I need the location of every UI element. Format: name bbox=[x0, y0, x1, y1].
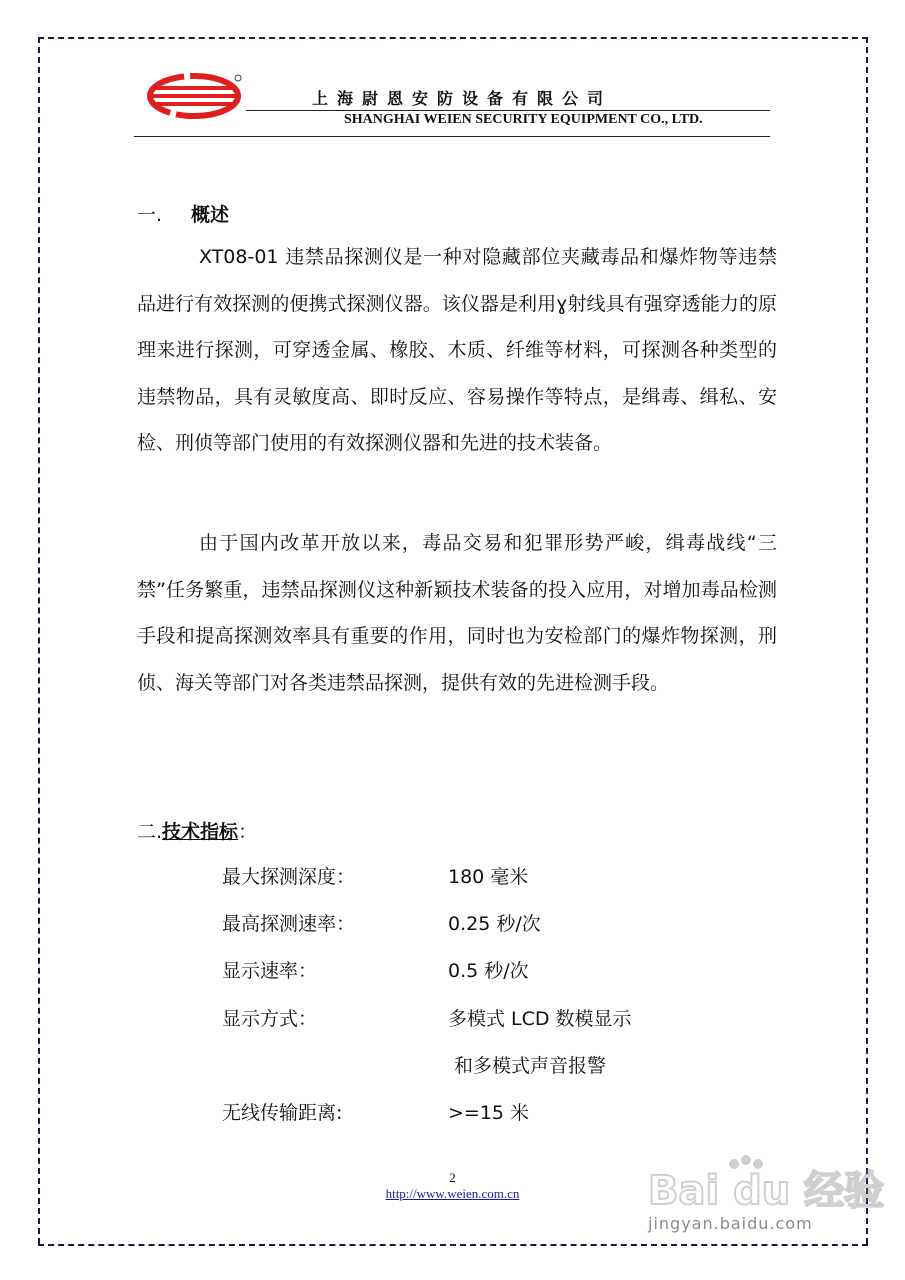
section-heading-specs bbox=[137, 817, 257, 844]
spec-label: 显示方式： bbox=[222, 1008, 318, 1030]
spec-value: 多模式 LCD 数模显示 bbox=[448, 1008, 632, 1030]
page-border-left bbox=[38, 37, 40, 1244]
header-rule-top bbox=[246, 110, 770, 111]
page-number: 2 bbox=[449, 1170, 456, 1185]
section-number: 二. bbox=[137, 821, 163, 843]
spec-value: 0.5 秒/次 bbox=[448, 960, 529, 982]
spec-value: >=15 米 bbox=[448, 1102, 530, 1124]
page-border-right bbox=[866, 37, 868, 1244]
watermark-url: jingyan.baidu.com bbox=[648, 1214, 813, 1233]
spec-value: 180 毫米 bbox=[448, 866, 529, 888]
company-name-cn: 上海尉恩安防设备有限公司 bbox=[312, 89, 613, 108]
company-name-en: SHANGHAI WEIEN SECURITY EQUIPMENT CO., LTD. bbox=[344, 112, 703, 127]
footer-link[interactable]: http://www.weien.com.cn bbox=[385, 1186, 520, 1201]
spec-label: 无线传输距离: bbox=[222, 1102, 343, 1124]
header-rule-bottom bbox=[134, 136, 770, 137]
page-border-top bbox=[38, 37, 868, 39]
watermark-brand: Bai du 经验 bbox=[648, 1168, 885, 1214]
section-number: 一. bbox=[137, 204, 163, 226]
section-title: 技术指标 bbox=[162, 821, 239, 843]
page-border-bottom bbox=[38, 1244, 868, 1246]
section-heading-overview bbox=[137, 200, 229, 227]
paragraph-intro: XT08-01 违禁品探测仪是一种对隐藏部位夹藏毒品和爆炸物等违禁品进行有效探测的便携式探测仪器。该仪器是利用ɣ射线具有强穿透能力的原理来进行探测，可穿透金属、橡胶、木质、纤维等材料，可探测各种类型的违禁物品，具有灵敏度高、即时反应、容易操作等特点，是缉毒、缉私、安检、刑侦等部门使用的有效探测仪器和先进的技术装备。 bbox=[137, 246, 777, 454]
section-title: 概述 bbox=[191, 204, 230, 226]
paragraph-background: 由于国内改革开放以来，毒品交易和犯罪形势严峻，缉毒战线“三禁”任务繁重，违禁品探测仪这种新颖技术装备的投入应用，对增加毒品检测手段和提高探测效率具有重要的作用，同时也为安检部门的爆炸物探测，刑侦、海关等部门对各类违禁品探测，提供有效的先进检测手段。 bbox=[137, 532, 777, 694]
spec-value: 0.25 秒/次 bbox=[448, 913, 541, 935]
company-logo bbox=[148, 72, 244, 120]
spec-label: 最高探测速率： bbox=[222, 913, 356, 935]
spec-label: 显示速率： bbox=[222, 960, 318, 982]
spec-label: 最大探测深度： bbox=[222, 866, 356, 888]
heading-colon: ： bbox=[238, 821, 258, 843]
spec-value: 和多模式声音报警 bbox=[454, 1055, 607, 1077]
paw-icon bbox=[729, 1155, 763, 1169]
